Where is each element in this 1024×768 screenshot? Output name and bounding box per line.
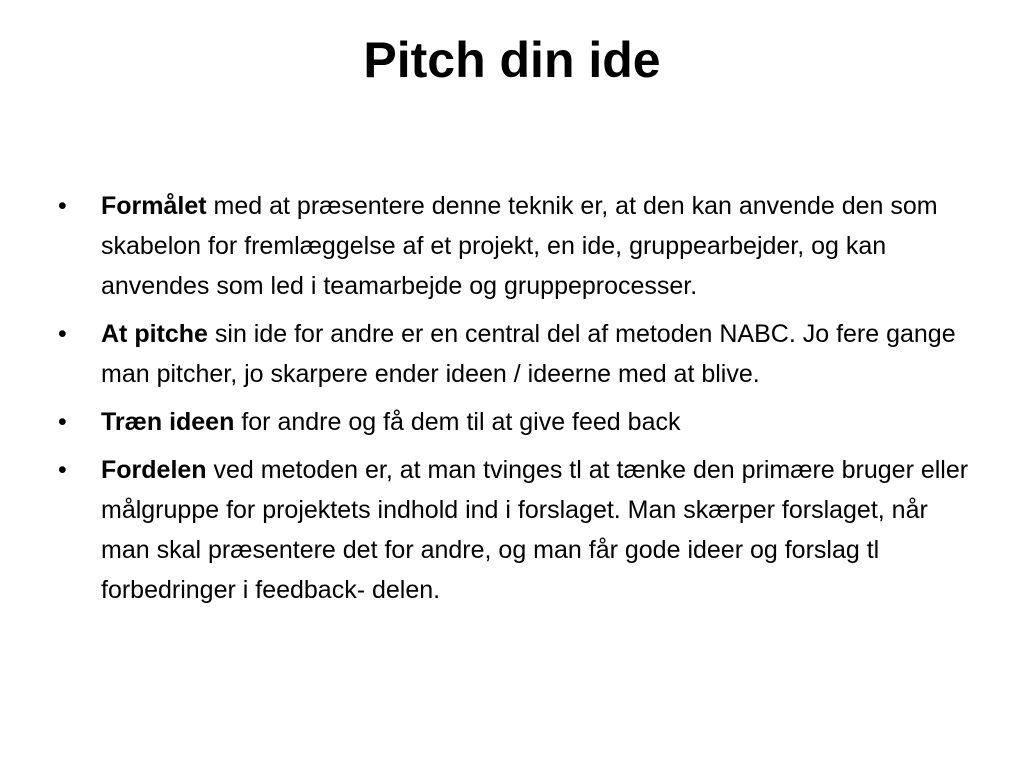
bullet-lead: Formålet (101, 192, 207, 220)
bullet-dot-icon: • (58, 408, 67, 436)
bullet-dot-icon: • (58, 320, 67, 348)
bullet-lead: Træn ideen (101, 408, 235, 436)
bullet-text: med at præsentere denne teknik er, at den kan anvende den som skabelon for fremlæggelse af et projekt, en ide, gruppearbejder, og kan anvendes som led i teamarbejde og gruppeprocesser. (101, 192, 938, 300)
bullet-lead: Fordelen (101, 456, 207, 484)
bullet-item-at-pitche (58, 314, 973, 394)
bullet-dot-icon: • (58, 456, 67, 484)
slide-title: Pitch din ide (363, 32, 661, 88)
bullet-list (58, 186, 973, 618)
bullet-item-traen-ideen (58, 402, 973, 442)
bullet-item-formaalet (58, 186, 973, 306)
bullet-text: sin ide for andre er en central del af metoden NABC. Jo fere gange man pitcher, jo skarpere ender ideen / ideerne med at blive. (101, 320, 956, 388)
bullet-dot-icon: • (58, 192, 67, 220)
bullet-text: ved metoden er, at man tvinges tl at tænke den primære bruger eller målgruppe for projektets indhold ind i forslaget. Man skærper forslaget, når man skal præsentere det for andre, og man får gode ideer og forslag tl forbedringer i feedback- delen. (101, 456, 969, 604)
bullet-text: for andre og få dem til at give feed back (234, 408, 681, 436)
bullet-item-fordelen (58, 450, 973, 610)
bullet-lead: At pitche (101, 320, 208, 348)
